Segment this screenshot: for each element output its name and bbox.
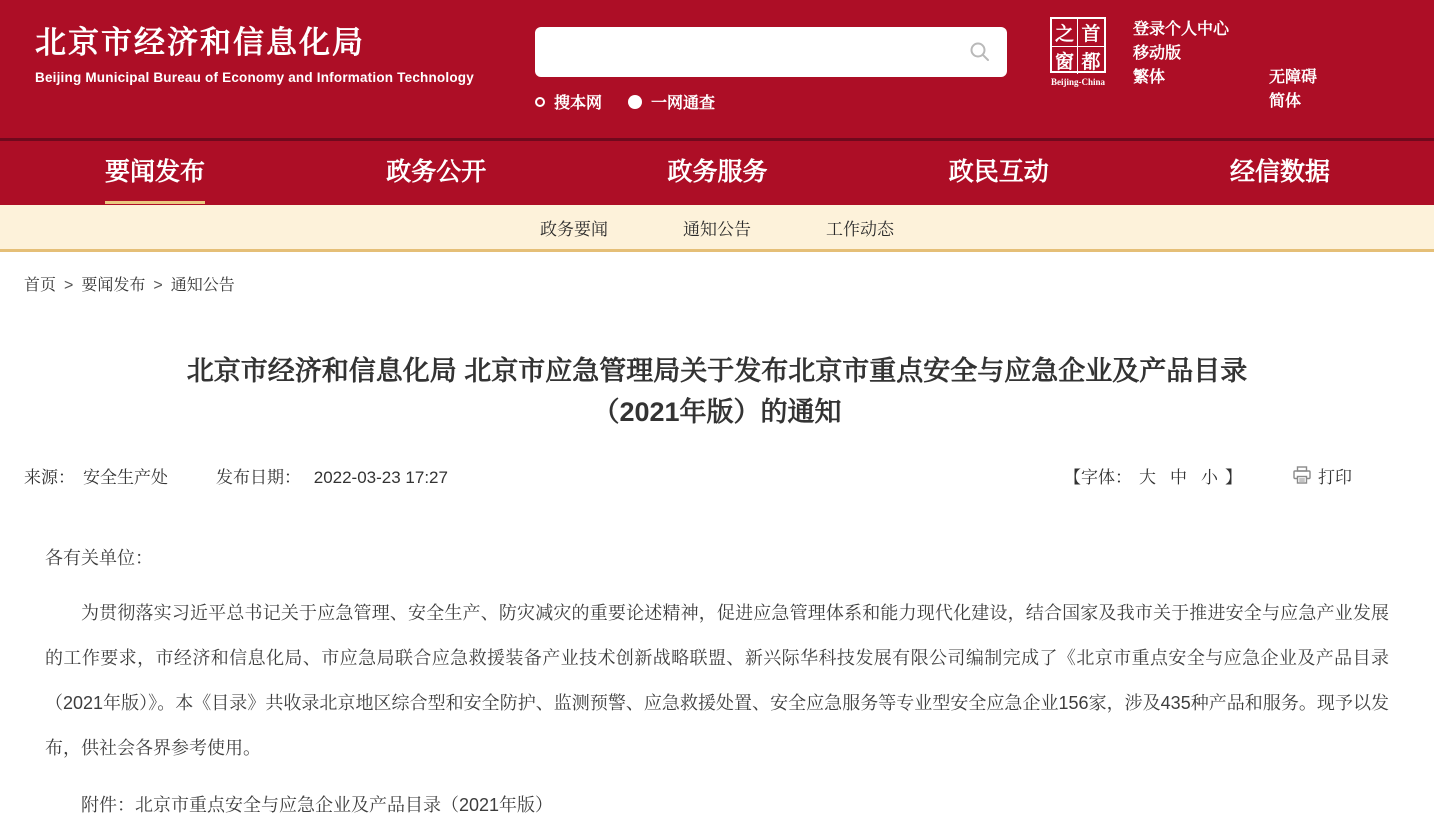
main-nav [0, 138, 1434, 205]
source-label: 来源： [24, 468, 75, 487]
search-box [535, 27, 1007, 77]
font-size-bracket-close: 】 [1225, 468, 1242, 487]
article-body [45, 536, 1389, 828]
nav-item-public-interaction[interactable]: 政民互动 [948, 158, 1049, 186]
article-title-line2: （2021年版）的通知 [592, 397, 842, 427]
simplified-chinese-link[interactable]: 简体 [1269, 93, 1302, 110]
radio-selected-icon [628, 95, 642, 109]
article-paragraph: 为贯彻落实习近平总书记关于应急管理、安全生产、防灾减灾的重要论述精神，促进应急管理体系和能力现代化建设，结合国家及我市关于推进安全与应急产业发展的工作要求，市经济和信息化局、市应急局联合应急救援装备产业技术创新战略联盟、新兴际华科技发展有限公司编制完成了《北京市重点安全与应急企业及产品目录（2021年版）》。本《目录》共收录北京地区综合型和安全防护、监测预警、应急救援处置、安全应急服务等专业型安全应急企业156家，涉及435种产品和服务。现予以发布，供社会各界参考使用。 [45, 603, 1389, 758]
breadcrumb [24, 272, 1434, 295]
breadcrumb-notices[interactable]: 通知公告 [170, 277, 235, 294]
search-scope-site-label: 搜本网 [554, 95, 603, 112]
site-subtitle: Beijing Municipal Bureau of Economy and Information Technology [35, 70, 474, 86]
logo-caption: Beijing-China [1050, 77, 1105, 87]
search-icon[interactable] [969, 41, 991, 63]
printer-icon [1292, 466, 1312, 485]
publish-date-value: 2022-03-23 17:27 [313, 468, 448, 487]
logo-char: 之 [1052, 19, 1078, 47]
breadcrumb-separator: > [64, 277, 74, 294]
font-size-large-button[interactable]: 大 [1139, 468, 1156, 487]
font-size-bracket-open: 【字体： [1064, 468, 1132, 487]
nav-item-gov-disclosure[interactable]: 政务公开 [386, 158, 487, 186]
search-scope-network-label: 一网通查 [651, 95, 716, 112]
logo-char: 窗 [1052, 47, 1078, 74]
font-size-small-button[interactable]: 小 [1201, 468, 1218, 487]
search-scope [535, 90, 1007, 113]
nav-item-gov-services[interactable]: 政务服务 [667, 158, 768, 186]
header-quick-links [1133, 18, 1317, 114]
site-logo-link[interactable] [35, 24, 474, 85]
article-title-line1: 北京市经济和信息化局 北京市应急管理局关于发布北京市重点安全与应急企业及产品目录 [186, 356, 1248, 386]
sub-nav [0, 205, 1434, 252]
search-scope-site-radio[interactable] [535, 90, 602, 113]
subnav-item-gov-news[interactable]: 政务要闻 [540, 219, 608, 239]
article-meta [0, 463, 1434, 488]
traditional-chinese-link[interactable]: 繁体 [1133, 69, 1166, 86]
capital-window-logo[interactable] [1047, 17, 1109, 87]
site-title: 北京市经济和信息化局 [35, 25, 365, 60]
publish-date-label: 发布日期： [216, 468, 301, 487]
article-title [24, 351, 1410, 433]
mobile-version-link[interactable]: 移动版 [1133, 45, 1182, 62]
salutation: 各有关单位： [45, 548, 153, 568]
breadcrumb-news-release[interactable]: 要闻发布 [81, 277, 146, 294]
print-button[interactable] [1292, 463, 1352, 488]
logo-char: 首 [1078, 19, 1104, 47]
capital-window-grid-icon [1050, 17, 1106, 73]
logo-char: 都 [1081, 52, 1101, 73]
search-area [535, 27, 1007, 113]
breadcrumb-home[interactable]: 首页 [24, 277, 57, 294]
print-label: 打印 [1318, 468, 1352, 487]
search-scope-network-radio[interactable] [628, 90, 715, 113]
subnav-item-work-updates[interactable]: 工作动态 [826, 219, 894, 239]
site-header [0, 0, 1434, 138]
nav-item-econ-info-data[interactable]: 经信数据 [1229, 158, 1330, 186]
nav-item-news-release[interactable]: 要闻发布 [105, 141, 205, 205]
search-input[interactable] [535, 27, 1007, 77]
font-size-control [1064, 463, 1242, 488]
login-personal-center-link[interactable]: 登录个人中心 [1133, 21, 1230, 38]
accessibility-link[interactable]: 无障碍 [1269, 69, 1318, 86]
radio-unselected-icon [535, 97, 545, 107]
subnav-item-notices[interactable]: 通知公告 [683, 219, 751, 239]
attachment-link[interactable]: 附件：北京市重点安全与应急企业及产品目录（2021年版） [81, 795, 554, 815]
source-value: 安全生产处 [83, 468, 168, 487]
breadcrumb-separator: > [153, 277, 163, 294]
font-size-medium-button[interactable]: 中 [1170, 468, 1187, 487]
